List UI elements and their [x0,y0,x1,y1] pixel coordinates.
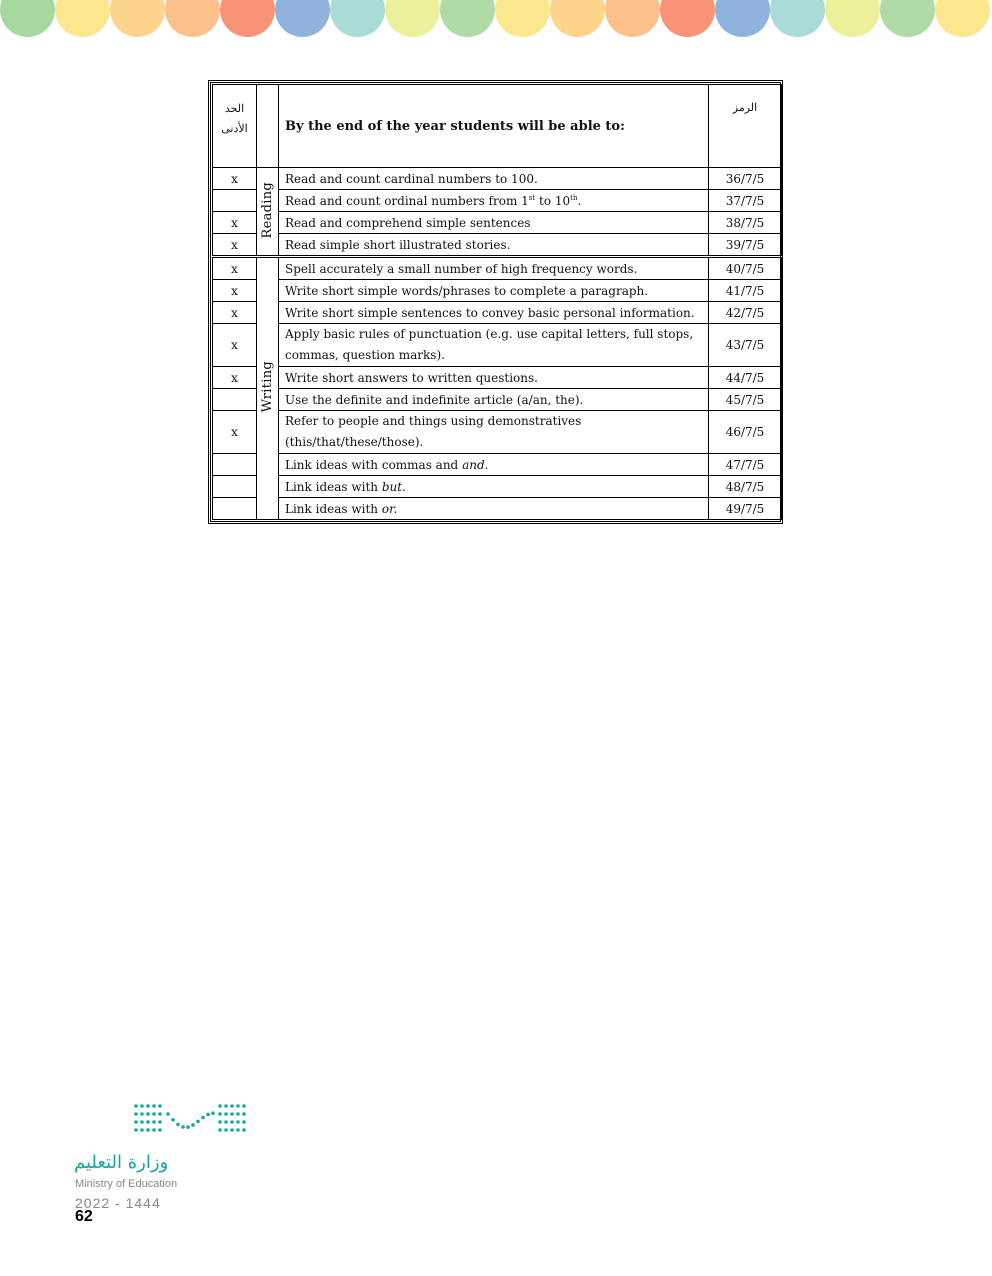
table-row [213,257,782,280]
logo-dot [218,1128,222,1132]
table-row [213,411,782,454]
scallop-shape [275,0,330,37]
ministry-year: 2022 - 1444 [75,1195,161,1211]
logo-dot [242,1112,246,1116]
table-row [213,454,782,476]
skill-reading [257,168,279,257]
table-row [213,324,782,367]
logo-dot [230,1120,234,1124]
objective-text: Read simple short illustrated stories. [279,234,709,257]
logo-dot [152,1112,156,1116]
logo-dot [186,1125,190,1129]
table-row [213,212,782,234]
table-row [213,389,782,411]
scallop-shape [715,0,770,37]
logo-dot [218,1112,222,1116]
logo-dot [158,1128,162,1132]
objective-text: Spell accurately a small number of high frequency words. [279,257,709,280]
objective-code: 43/7/5 [709,324,782,367]
min-mark [213,389,257,411]
min-mark [213,476,257,498]
objective-text: Write short answers to written questions. [279,367,709,389]
logo-dot [236,1104,240,1108]
objective-text: Refer to people and things using demonstratives (this/that/these/those). [279,411,709,454]
logo-dot [140,1128,144,1132]
min-level-header: الحد الأدنى [213,85,257,168]
objective-text: Read and comprehend simple sentences [279,212,709,234]
scallop-shape [880,0,935,37]
logo-dot [181,1125,185,1129]
logo-dot [134,1104,138,1108]
scallop-shape [825,0,880,37]
objective-code: 41/7/5 [709,280,782,302]
logo-dot [224,1128,228,1132]
table-row [213,168,782,190]
min-mark: x [213,367,257,389]
logo-dot [152,1104,156,1108]
table-row [213,498,782,520]
objective-header: By the end of the year students will be able to: [279,85,709,168]
objective-code: 42/7/5 [709,302,782,324]
logo-dot [218,1120,222,1124]
scallop-shape [495,0,550,37]
objective-code: 37/7/5 [709,190,782,212]
objective-code: 48/7/5 [709,476,782,498]
scallop-shape [0,0,55,37]
logo-dot [166,1112,170,1116]
min-mark [213,498,257,520]
scallop-shape [55,0,110,37]
min-mark: x [213,168,257,190]
logo-dot [134,1120,138,1124]
skill-header-blank [257,85,279,168]
logo-dot [236,1112,240,1116]
table-row [213,190,782,212]
objective-code: 45/7/5 [709,389,782,411]
ministry-logo-arabic: وزارة التعليم [74,1152,169,1173]
objective-text: Read and count ordinal numbers from 1st to 10th. [279,190,709,212]
objective-code: 49/7/5 [709,498,782,520]
scallop-shape [440,0,495,37]
logo-dot [146,1128,150,1132]
decorative-scallop-border [0,0,992,40]
objective-code: 47/7/5 [709,454,782,476]
objective-text: Link ideas with or. [279,498,709,520]
logo-dot [242,1120,246,1124]
objective-code: 38/7/5 [709,212,782,234]
logo-dot [196,1120,200,1124]
logo-dot [140,1104,144,1108]
table-row [213,367,782,389]
scallop-shape [165,0,220,37]
skill-writing [257,257,279,520]
scallop-shape [770,0,825,37]
objective-code: 46/7/5 [709,411,782,454]
logo-dot [230,1112,234,1116]
objective-code: 36/7/5 [709,168,782,190]
logo-dot [201,1116,205,1120]
code-header: الرمز [709,85,782,168]
table-row [213,476,782,498]
objectives-table-frame [208,80,783,524]
objective-text: Use the definite and indefinite article (a/an, the). [279,389,709,411]
min-mark: x [213,324,257,367]
logo-dot [140,1120,144,1124]
scallop-shape [935,0,990,37]
logo-dot [134,1112,138,1116]
logo-dot [230,1128,234,1132]
min-mark [213,454,257,476]
logo-dot [242,1128,246,1132]
ministry-logo-dots-icon [132,1102,254,1142]
logo-dot [224,1120,228,1124]
logo-dot [146,1120,150,1124]
logo-dot [146,1112,150,1116]
scallop-shape [110,0,165,37]
objective-code: 44/7/5 [709,367,782,389]
scallop-shape [660,0,715,37]
logo-dot [218,1104,222,1108]
logo-dot [158,1104,162,1108]
page-number: 62 [75,1208,93,1225]
scallop-shape [605,0,660,37]
objective-code: 40/7/5 [709,257,782,280]
logo-dot [236,1120,240,1124]
min-mark: x [213,234,257,257]
logo-dot [191,1123,195,1127]
objective-text: Apply basic rules of punctuation (e.g. use capital letters, full stops, commas, question marks). [279,324,709,367]
table-row [213,234,782,257]
logo-dot [242,1104,246,1108]
objective-text: Write short simple words/phrases to complete a paragraph. [279,280,709,302]
objective-text: Read and count cardinal numbers to 100. [279,168,709,190]
table-row [213,302,782,324]
logo-dot [152,1120,156,1124]
logo-dot [206,1113,210,1117]
logo-dot [134,1128,138,1132]
logo-dot [158,1120,162,1124]
min-mark: x [213,411,257,454]
logo-dot [140,1112,144,1116]
table-row [213,280,782,302]
min-mark: x [213,257,257,280]
scallop-shape [220,0,275,37]
scallop-shape [385,0,440,37]
logo-dot [236,1128,240,1132]
scallop-shape [330,0,385,37]
skill-label: Reading [260,181,275,239]
objectives-table [212,84,782,520]
logo-dot [211,1111,215,1115]
objective-text: Link ideas with commas and and. [279,454,709,476]
min-mark: x [213,212,257,234]
objective-text: Write short simple sentences to convey basic personal information. [279,302,709,324]
objective-code: 39/7/5 [709,234,782,257]
logo-dot [224,1112,228,1116]
logo-dot [171,1118,175,1122]
ministry-logo-english: Ministry of Education [75,1178,178,1190]
scallop-shape [550,0,605,37]
min-mark: x [213,280,257,302]
table-header-row [213,85,782,168]
logo-dot [152,1128,156,1132]
logo-dot [146,1104,150,1108]
objective-text: Link ideas with but. [279,476,709,498]
skill-label: Writing [260,361,275,413]
min-mark [213,190,257,212]
logo-dot [224,1104,228,1108]
logo-dot [158,1112,162,1116]
min-mark: x [213,302,257,324]
logo-dot [230,1104,234,1108]
logo-dot [176,1123,180,1127]
